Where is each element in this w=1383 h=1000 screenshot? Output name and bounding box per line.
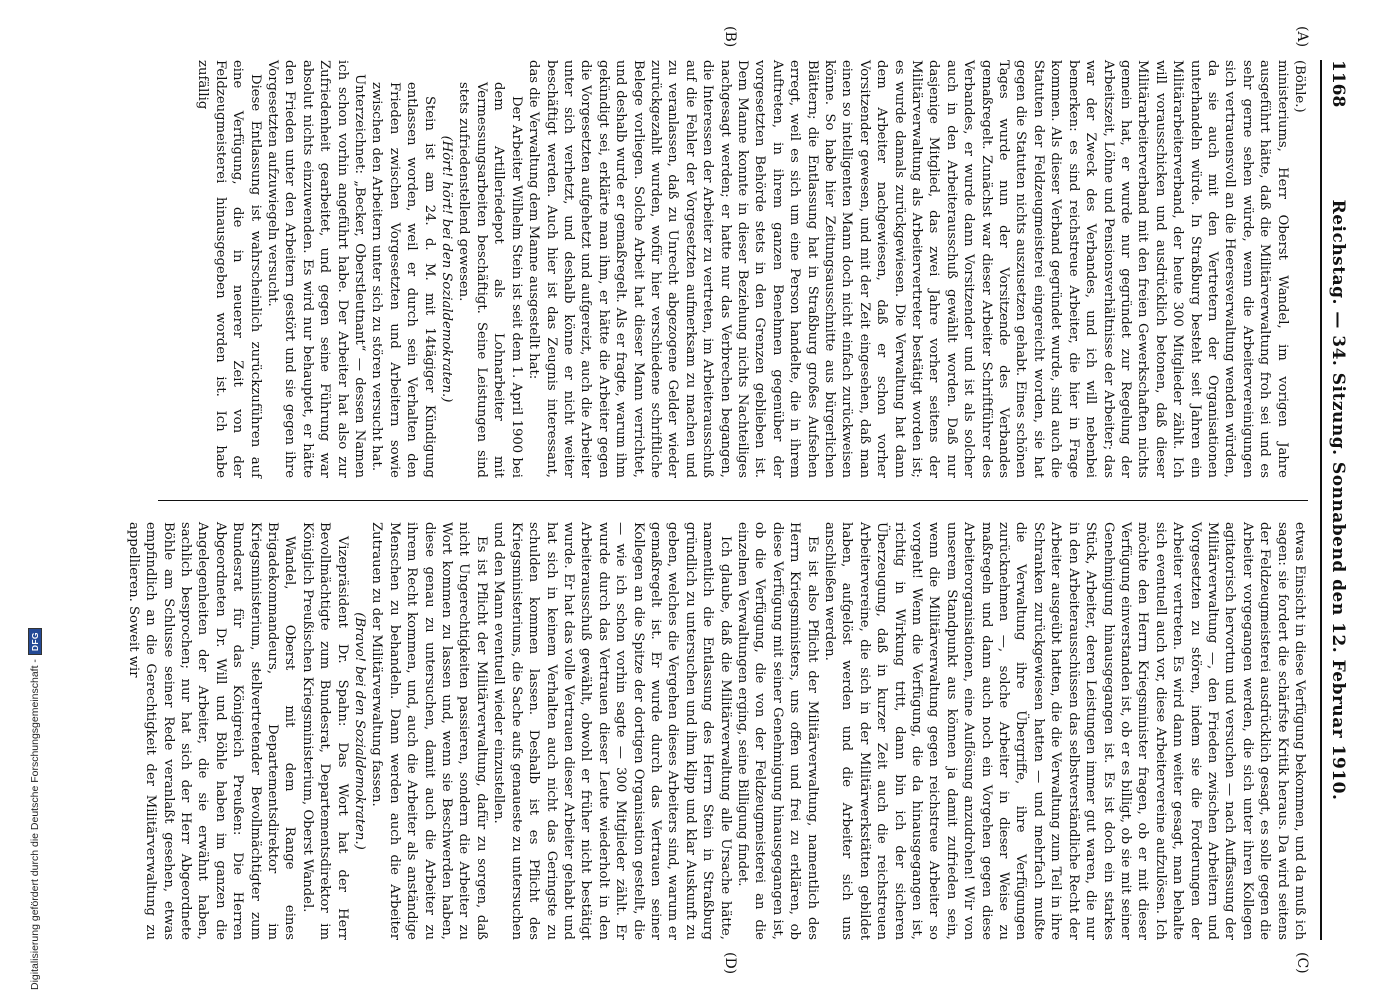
paragraph: Es ist also Pflicht der Militärverwaltung, namentlich des Herrn Kriegsministers, uns offen und frei zu erklären, ob diese Verfügung mit seiner Genehmigung hinausgegangen ist, ob die Verfügung, die von der Feldzeugmeisterei an die einzelnen Verwaltungen erging, seine Billigung findet. — [735, 522, 820, 940]
scanned-page-area — [45, 0, 1383, 1000]
paragraph: Ich glaube, daß die Militärverwaltung alle Ursache hätte, namentlich die Entlassung des Herrn Stein in Straßburg gründlich zu untersuchen und ihm klipp und klar Auskunft zu geben, welches die Vergehen dieses Arbeiters sind, warum er gemaßregelt ist. Er wurde durch das Vertrauen seiner Kollegen an die Spitze der dortigen Organisation gestellt, die — wie ich schon vorhin sagte — 300 Mitglieder zählt. Er wurde durch das Vertrauen dieser Leute wiederholt in den Arbeiterausschuß gewählt, obwohl er früher nicht bestätigt wurde. Er hat das volle Vertrauen dieser Arbeiter gehabt und hat sich in keinem Verhalten auch nicht das Geringste zu schulden kommen lassen. Deshalb ist es Pflicht des Kriegsministeriums, die Sache aufs genaueste zu untersuchen und den Mann eventuell wieder einzustellen. — [491, 522, 733, 940]
margin-marker-a: (A) — [1294, 26, 1310, 48]
quoted-certificate: Der Arbeiter Wilhelm Stein ist seit dem 1. April 1900 bei dem Artilleriedepot als Lohnarbeiter mit Vermessungsarbeiten beschäftigt. Seine Leistungen sind stets zufriedenstellend gewesen. — [456, 82, 524, 478]
rotated-page — [100, 26, 1350, 975]
margin-marker-d: (D) — [722, 952, 738, 975]
speaker-paragraph: Wandel, Oberst mit dem Range eines Brigadekommandeurs, Departementsdirektor im Kriegsministerium, stellvertretender Bevollmächtigter zum Bundesrat für das Königreich Preußen: Die Herren Abgeordneten Dr. Will und Böhle haben im ganzen die Angelegenheiten der Arbeiter, die sie erwähnt haben, sachlich besprochen; nur hat sich der Herr Abgeordnete Böhle am Schlusse seiner Rede veranlaßt gesehen, etwas empfindlich an die Gerechtigkeit der Militärverwaltung zu appellieren. Soweit wir — [125, 522, 298, 940]
quoted-certificate: Stein ist am 24. d. M. mit 14tägiger Kündigung entlassen worden, weil er durch sein Verhalten den Frieden zwischen Vorgesetzten und Arbeitern sowie zwischen den Arbeitern unter sich zu stören versucht hat. — [369, 82, 437, 478]
paragraph: Es ist Pflicht der Militärverwaltung, dafür zu sorgen, daß nicht Ungerechtigkeiten passieren, sondern die Arbeiter zu Wort kommen zu lassen und, wenn sie Beschwerden haben, diese genau zu untersuchen, damit auch die Arbeiter zu ihrem Recht kommen, und, auch die Arbeiter als anständige Menschen zu behandeln. Dann werden auch die Arbeiter Zutrauen zu der Militärverwaltung fassen. — [369, 522, 489, 940]
interjection: (Bravo! bei den Sozialdemokraten.) — [352, 612, 368, 850]
column-divider — [158, 500, 1308, 501]
paragraph: ministeriums, Herr Oberst Wandel, im vorigen Jahre ausgeführt hätte, daß die Militärverwaltung froh sei und es sehr gerne sehen würde, wenn die Arbeitervereinigungen sich vertrauensvoll an die Heeresverwaltung wenden würden, da sie auch mit den Vertretern der Organisationen unterhandeln würde. In Straßburg besteht seit Jahren ein Militärarbeiterverband, der heute 300 Mitglieder zählt. Ich will vorausschicken und ausdrücklich betonen, daß dieser Militärarbeiterverband mit den freien Gewerkschaften nichts gemein hat, er wurde nur gegründet zur Regelung der Arbeitszeit, Löhne und Pensionsverhältnisse der Arbeiter; das war der Zweck des Verbandes, und ich will nebenbei bemerken: es sind reichstreue Arbeiter, die hier in Frage kommen. Als dieser Verband gegründet wurde, sind auch die Statuten der Feldzeugmeisterei eingereicht worden, sie hat gegen die Statuten nichts auszusetzen gehabt. Eines schönen Tages wurde nun der Vorsitzende des Verbandes gemaßregelt. Zunächst war dieser Arbeiter Schriftführer des Verbandes, er wurde dann Vorsitzender und ist als solcher auch in den Arbeiterausschuß gewählt worden. Daß nur dasjenige Mitglied, das zwei Jahre vorher seitens der Militärverwaltung als Arbeitervertreter bestätigt worden ist; es wurde damals zurückgewiesen. Die Verwaltung hat dann dem Arbeiter nachgewiesen, daß er schon vorher Vorsitzender gewesen, und mit der Zeit eingesehen, daß man einen so intelligenten Mann doch nicht einfach zurückweisen könne. So habe hier Zeitungsausschnitte aus bürgerlichen Blättern; die Entlassung hat in Straßburg großes Aufsehen erregt, weil es sich um eine Person handelte, die in ihrem Auftreten, in ihrem ganzen Benehmen gegenüber der vorgesetzten Behörde stets in den Grenzen geblieben ist. Dem Manne konnte in dieser Beziehung nichts Nachteiliges nachgesagt werden; er hatte nur das Verbrechen begangen, die Interessen der Arbeiter zu vertreten, im Arbeiterausschuß auf die Fehler der Vorgesetzten aufmerksam zu machen und zu veranlassen, daß zu Unrecht abgezogene Gelder wieder zurückgezahlt wurden, wofür hier verschiedene schriftliche Belege vorliegen. Solche Arbeit hat dieser Mann verrichtet, und deshalb wurde er gemaßregelt. Als er fragte, warum ihm gekündigt sei, erklärte man ihm, er hätte die Arbeiter gegen die Vorgesetzten aufgehetzt und aufgereizt, auch die Arbeiter unter sich verhetzt, und deshalb könne er nicht weiter beschäftigt werden. Auch hier ist das Zeugnis interessant, das die Verwaltung dem Manne ausgestellt hat: — [526, 60, 1290, 478]
left-column — [158, 60, 1308, 478]
speaker-tag: (Böhle.) — [1292, 60, 1307, 113]
running-header — [1320, 60, 1350, 940]
footer — [28, 628, 42, 990]
header-title: Reichstag. — 34. Sitzung. Sonnabend den 12. Februar 1910. — [1328, 199, 1348, 801]
paragraph: Unterzeichnet: „Becker, Oberstleutnant“ — dessen Namen ich schon vorhin angeführt habe. Der Arbeiter hat also zur Zufriedenheit gearbeitet, und gegen seine Führung war absolut nichts einzuwenden. Es wird nur behauptet, er hätte den Frieden unter den Arbeitern gestört und sie gegen ihre Vorgesetzten aufzuwiegeln versucht. — [265, 60, 368, 478]
paragraph: Diese Entlassung ist wahrscheinlich zurückzuführen auf eine Verfügung, die in neuerer Zeit von der Feldzeugmeisterei hinausgegeben worden ist. Ich habe zufällig — [195, 60, 263, 478]
header-rule — [1320, 60, 1322, 940]
dfg-logo-icon[interactable]: DFG — [28, 628, 42, 655]
footer-text: Digitalisierung gefördert durch die Deutsche Forschungsgemeinschaft - — [29, 659, 41, 990]
margin-marker-b: (B) — [722, 26, 738, 48]
margin-marker-c: (C) — [1294, 952, 1310, 974]
footer-strip — [0, 0, 44, 1000]
paragraph: etwas Einsicht in diese Verfügung bekommen, und da muß ich sagen: sie fordert die schärfste Kritik heraus. Da wird seitens der Feldzeugmeisterei ausdrücklich gesagt, es solle gegen die Arbeiter vorgegangen werden, die sich unter ihren Kollegen agitatorisch hervortun und versuchen — nach Auffassung der Militärverwaltung —, den Frieden zwischen Arbeitern und Vorgesetzten zu stören, indem sie die Forderungen der Arbeiter vertreten. Es wird dann weiter gesagt, man behalte sich eventuell auch vor, diese Arbeitervereine aufzulösen. Ich möchte den Herrn Kriegsminister fragen, ob er mit dieser Verfügung einverstanden ist, ob er es billigt, ob sie mit seiner Genehmigung hinausgegangen ist. Es ist doch ein starkes Stück, Arbeiter, deren Leistungen immer gut waren, die nur in den Arbeiterausschüssen das selbstverständliche Recht der Arbeiter ausgeübt hatten, die die Verwaltung zum Teil in ihre Schranken zurückgewiesen hatten — und mehrfach mußte die Verwaltung ihre Übergriffe, ihre Verfügungen zurücknehmen —, solche Arbeiter in dieser Weise zu maßregeln und dann auch noch ein Vorgehen gegen diese Arbeiterorganisationen, eine Auflösung anzudrohen! Wir von unserem Standpunkt aus können ja damit zufrieden sein, wenn die Militärverwaltung gegen reichstreue Arbeiter so vorgeht! Wenn die Verfügung, die da hinausgegangen ist, richtig in Wirkung tritt, dann bin ich der sicheren Überzeugung, daß in kurzer Zeit auch die reichstreuen Arbeitervereine, die sich in der Militärwerkstätten gebildet haben, aufgelöst werden und die Arbeiter sich uns anschließen werden. — [822, 522, 1307, 940]
speaker-announcement: Vizepräsident Dr. Spahn: Das Wort hat der Herr Bevollmächtigte zum Bundesrat, Departementsdirektor im Königlich Preußischen Kriegsministerium, Oberst Wandel. — [299, 522, 350, 940]
right-column — [125, 522, 1308, 940]
interjection: (Hört! hört! bei den Sozialdemokraten.) — [439, 135, 455, 403]
page-number: 1168 — [1328, 60, 1348, 108]
